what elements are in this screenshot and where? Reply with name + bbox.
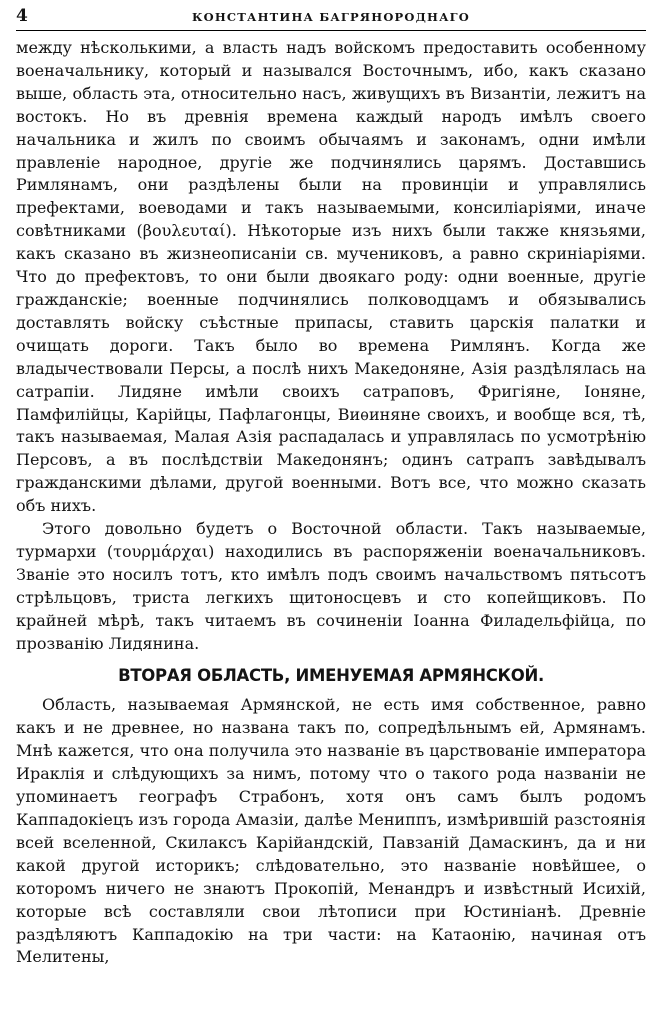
page-number: 4 — [16, 6, 28, 26]
body-paragraph-3: Область, называемая Армянской, не есть имя собственное, равно какъ и не древнее, но названа такъ по, сопредѣльнымъ ей, Армянамъ. Мнѣ кажется, что она получила это названіе въ царствованіе императора Ираклія и слѣдующихъ за нимъ, потому что о такого рода названіи не упоминаетъ географъ Страбонъ, хотя онъ самъ былъ родомъ Каппадокіецъ изъ города Амазіи, далѣе Мениппъ, измѣрившій разстоянія всей вселенной, Скилаксъ Карійандскій, Павзаній Дамаскинъ, да и ни какой другой историкъ; слѣдовательно, это названіе новѣйшее, о которомъ ничего не знаютъ Прокопій, Менандръ и извѣстный Исихій, которые всѣ составляли свои лѣтописи при Юстиніанѣ. Древніе раздѣляютъ Каппадокію на три части: на Катаонію, начиная отъ Мелитены, — [16, 695, 646, 967]
body-paragraph-1: между нѣсколькими, а власть надъ войскомъ предоставить особенному военачальнику, который и назывался Восточнымъ, ибо, какъ сказано выше, область эта, относительно насъ, живущихъ въ Византіи, лежитъ на востокъ. Но въ древнія времена каждый народъ имѣлъ своего начальника и жилъ по своимъ обычаямъ и законамъ, одни имѣли правленіе народное, другіе же подчинялись царямъ. Доставшись Римлянамъ, они раздѣлены были на провинціи и управлялись префектами, воеводами и такъ называемыми, консиліаріями, иначе совѣтниками (βουλευταί). Нѣкоторые изъ нихъ были также князьями, какъ сказано въ жизнеописаніи св. мучениковъ, а равно скриніаріями. Что до префектовъ, то они были двоякаго роду: одни военные, другіе гражданскіе; военные подчинялись полководцамъ и обязывались доставлять войску съѣстные припасы, ставить царскія палатки и очищать дороги. Такъ было во времена Римлянъ. Когда же владычествовали Персы, а послѣ нихъ Македоняне, Азія раздѣлялась на сатрапіи. Лидяне имѣли своихъ сатраповъ, Фригіяне, Іоняне, Памфилійцы, Карійцы, Пафлагонцы, Виѳиняне своихъ, и вообще вся, тѣ, такъ называемая, Малая Азія распадалась и управлялась по усмотрѣнію Персовъ, а въ послѣдствіи Македонянъ; одинъ сатрапъ завѣдывалъ гражданскими дѣлами, другой военными. Вотъ все, что можно сказать объ нихъ. — [16, 38, 646, 516]
section-heading: ВТОРАЯ ОБЛАСТЬ, ИМЕНУЕМАЯ АРМЯНСКОЙ. — [118, 666, 544, 686]
body-paragraph-2: Этого довольно будетъ о Восточной области. Такъ называемые, турмархи (τουρμάρχαι) находились въ распоряженіи военачальниковъ. Званіе это носилъ тотъ, кто имѣлъ подъ своимъ начальствомъ пятьсотъ стрѣльцовъ, триста легкихъ щитоносцевъ и сто копейщиковъ. По крайней мѣрѣ, такъ читаемъ въ сочиненіи Іоанна Филадельфійца, по прозванію Лидянина. — [16, 519, 646, 653]
running-header — [16, 6, 646, 31]
running-title: КОНСТАНТИНА БАГРЯНОРОДНАГО — [191, 10, 471, 24]
